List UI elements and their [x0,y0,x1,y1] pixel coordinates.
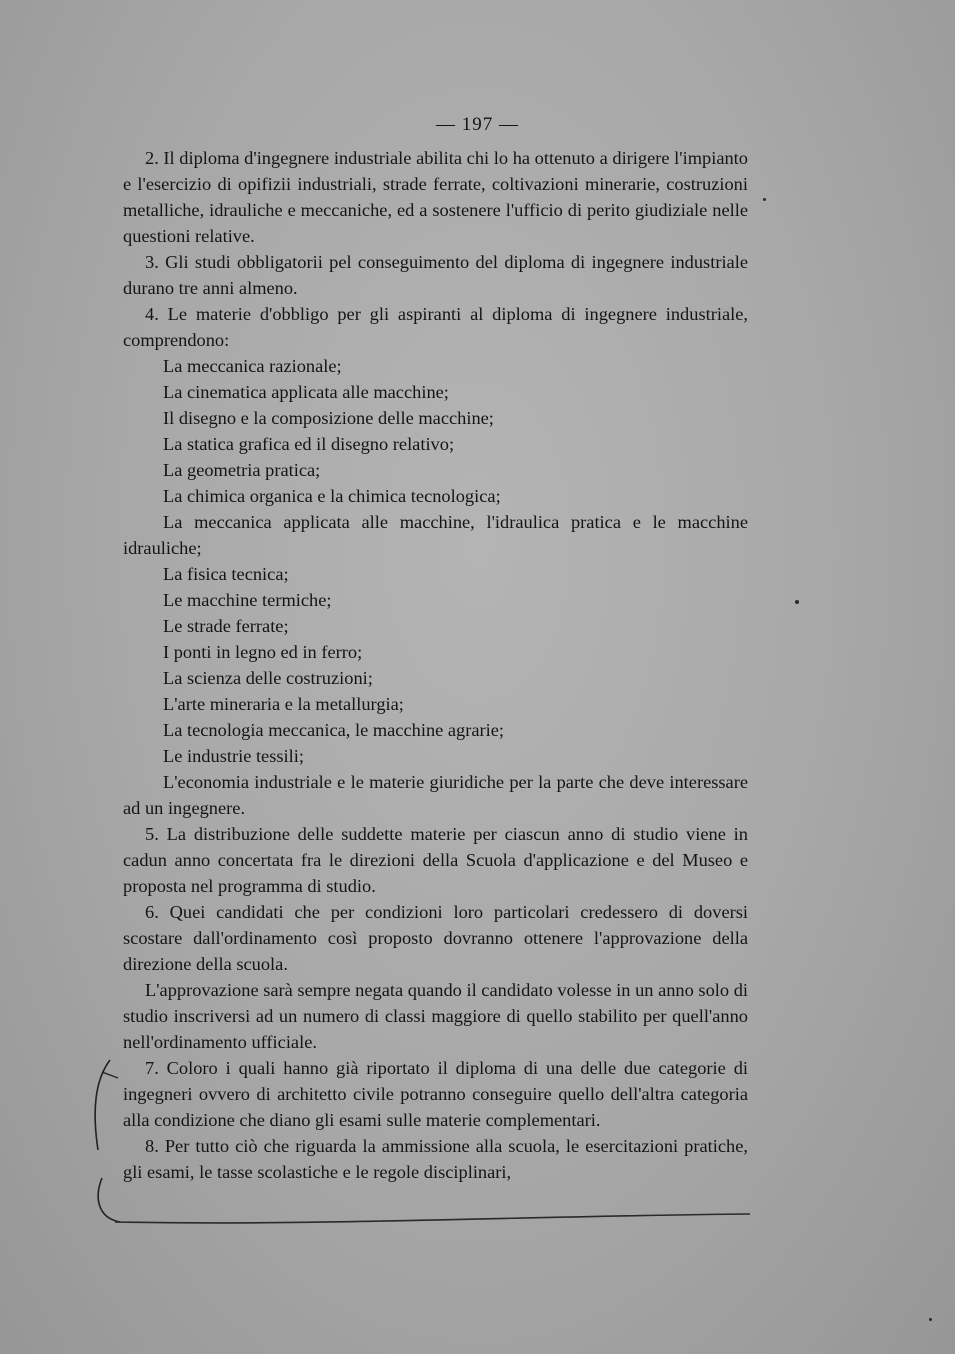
subject-item: La scienza delle costruzioni; [163,668,373,688]
page-body [123,145,748,1185]
dust-speck [929,1318,932,1321]
paragraph-7: 7. Coloro i quali hanno già riportato il diploma di una delle due categorie di ingegneri ovvero di architetto civile potranno conseguire quello dell'altra categoria alla condizione che diano gli esami sulle materie complementari. [123,1058,748,1130]
paragraph-2: 2. Il diploma d'ingegnere industriale abilita chi lo ha ottenuto a dirigere l'impianto e l'esercizio di opifizii industriali, strade ferrate, coltivazioni minerarie, costruzioni metalliche, idrauliche e meccaniche, ed a sostenere l'ufficio di perito giudiziale nelle questioni relative. [123,148,748,246]
paragraph-8: 8. Per tutto ciò che riguarda la ammissione alla scuola, le esercitazioni pratiche, gli esami, le tasse scolastiche e le regole disciplinari, [123,1136,748,1182]
subject-item: L'arte mineraria e la metallurgia; [163,694,404,714]
subject-item: La meccanica razionale; [163,356,342,376]
handwritten-underline-mark [110,1210,760,1230]
subject-item: Le macchine termiche; [163,590,332,610]
subject-item: La statica grafica ed il disegno relativo; [163,434,455,454]
subject-item: La geometria pratica; [163,460,321,480]
paragraph-6-approval: L'approvazione sarà sempre negata quando il candidato volesse in un anno solo di studio inscriversi ad un numero di classi maggiore di quello stabilito per quell'anno nell'ordinamento ufficiale. [123,980,748,1052]
page-number: — 197 — [436,114,519,135]
subject-item: La fisica tecnica; [163,564,289,584]
subject-item: Le strade ferrate; [163,616,289,636]
paragraph-3: 3. Gli studi obbligatorii pel conseguimento del diploma di ingegnere industriale durano tre anni almeno. [123,252,748,298]
paragraph-6: 6. Quei candidati che per condizioni loro particolari credessero di doversi scostare dall'ordinamento così proposto dovranno ottenere l'approvazione della direzione della scuola. [123,902,748,974]
subject-item: La meccanica applicata alle macchine, l'idraulica pratica e le macchine idrauliche; [123,512,748,558]
subject-item: La cinematica applicata alle macchine; [163,382,449,402]
subject-item: Il disegno e la composizione delle macchine; [163,408,494,428]
dust-speck [795,600,799,604]
subject-item: La tecnologia meccanica, le macchine agrarie; [163,720,505,740]
paragraph-4: 4. Le materie d'obbligo per gli aspiranti al diploma di ingegnere industriale, comprendono: [123,304,748,350]
subject-item: I ponti in legno ed in ferro; [163,642,363,662]
subject-item: La chimica organica e la chimica tecnologica; [163,486,501,506]
subjects-list [123,353,748,821]
subject-item: L'economia industriale e le materie giuridiche per la parte che deve interessare ad un ingegnere. [123,772,748,818]
dust-speck [763,198,766,201]
subject-item: Le industrie tessili; [163,746,304,766]
paragraph-5: 5. La distribuzione delle suddette materie per ciascun anno di studio viene in cadun anno concertata fra le direzioni della Scuola d'applicazione e del Museo e proposta nel programma di studio. [123,824,748,896]
